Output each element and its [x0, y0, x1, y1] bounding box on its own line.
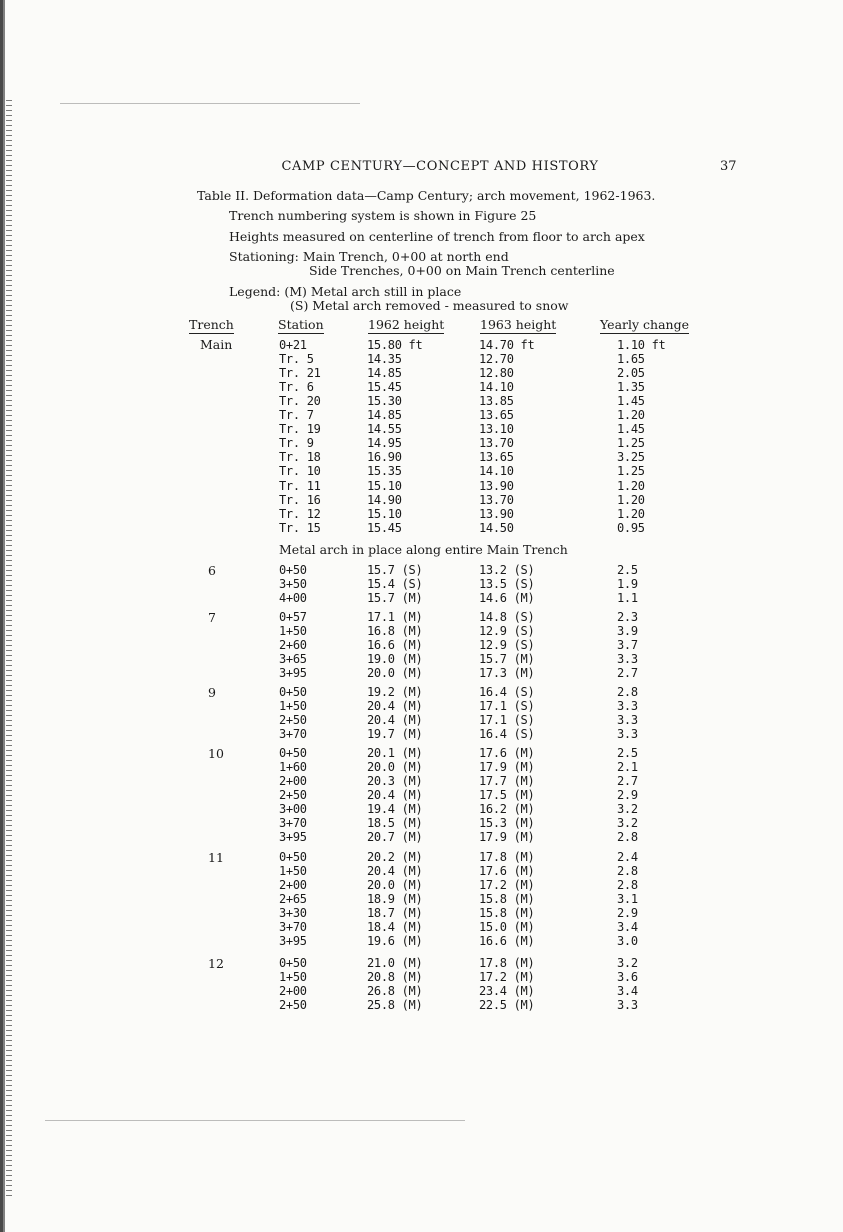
cell-1962-height: 21.0 (M) [367, 956, 423, 970]
caption-note-heights: Heights measured on centerline of trench from floor to arch apex [229, 229, 645, 244]
cell-1962-height: 17.1 (M) [367, 610, 423, 624]
cell-1962-height: 20.1 (M) [367, 746, 423, 760]
cell-yearly-change: 3.3 [617, 998, 638, 1013]
cell-station: 0+50 [279, 563, 307, 577]
cell-1963-height: 13.65 [479, 408, 514, 423]
page-number: 37 [720, 159, 737, 174]
cell-1962-height: 15.7 (M) [367, 591, 423, 606]
caption-stationing: Stationing: Main Trench, 0+00 at north end [229, 249, 509, 264]
cell-station: 2+50 [279, 713, 307, 728]
cell-yearly-change: 2.5 [617, 563, 638, 577]
cell-1963-height: 13.2 (S) [479, 563, 535, 577]
cell-1963-height: 23.4 (M) [479, 984, 535, 999]
cell-station: 0+50 [279, 685, 307, 699]
cell-yearly-change: 1.10 ft [617, 338, 666, 352]
cell-1963-height: 13.70 [479, 436, 514, 451]
cell-yearly-change: 2.8 [617, 878, 638, 893]
cell-1963-height: 12.70 [479, 352, 514, 367]
cell-yearly-change: 2.8 [617, 864, 638, 879]
cell-1963-height: 13.90 [479, 506, 514, 521]
trench-label: 7 [208, 610, 216, 625]
cell-1962-height: 20.7 (M) [367, 830, 423, 845]
cell-yearly-change: 1.1 [617, 591, 638, 606]
cell-station: 1+50 [279, 864, 307, 879]
trench-label: 12 [208, 956, 224, 971]
cell-station: 2+60 [279, 638, 307, 653]
cell-1963-height: 13.70 [479, 492, 514, 507]
cell-1962-height: 20.0 (M) [367, 666, 423, 681]
cell-1963-height: 17.6 (M) [479, 746, 535, 760]
cell-1963-height: 15.8 (M) [479, 906, 535, 921]
caption-stationing-side: Side Trenches, 0+00 on Main Trench centerline [309, 263, 615, 278]
cell-1962-height: 26.8 (M) [367, 984, 423, 999]
cell-yearly-change: 3.3 [617, 652, 638, 667]
cell-1962-height: 16.8 (M) [367, 624, 423, 639]
cell-1962-height: 20.2 (M) [367, 850, 423, 864]
cell-1962-height: 15.80 ft [367, 338, 423, 352]
trench-label: 6 [208, 563, 216, 578]
cell-station: 2+00 [279, 774, 307, 789]
cell-1963-height: 16.6 (M) [479, 934, 535, 949]
cell-1963-height: 17.3 (M) [479, 666, 535, 681]
cell-yearly-change: 3.2 [617, 956, 638, 970]
cell-station: 0+50 [279, 850, 307, 864]
trench-label: 11 [208, 850, 224, 865]
cell-yearly-change: 3.2 [617, 802, 638, 817]
cell-yearly-change: 1.20 [617, 506, 645, 521]
cell-yearly-change: 1.25 [617, 464, 645, 479]
cell-1962-height: 20.8 (M) [367, 970, 423, 985]
trench-label: 9 [208, 685, 216, 700]
cell-station: Tr. 19 [279, 422, 321, 437]
cell-1962-height: 19.4 (M) [367, 802, 423, 817]
main-trench-note: Metal arch in place along entire Main Trench [279, 542, 568, 557]
cell-yearly-change: 2.5 [617, 746, 638, 760]
cell-1962-height: 20.0 (M) [367, 878, 423, 893]
col-header-1962: 1962 height [368, 317, 445, 332]
cell-1962-height: 18.5 (M) [367, 816, 423, 831]
cell-station: 3+65 [279, 652, 307, 667]
cell-1963-height: 16.4 (S) [479, 685, 535, 699]
cell-1963-height: 17.2 (M) [479, 878, 535, 893]
cell-1962-height: 15.7 (S) [367, 563, 423, 577]
cell-1962-height: 14.55 [367, 422, 402, 437]
cell-1963-height: 14.50 [479, 520, 514, 535]
cell-yearly-change: 3.9 [617, 624, 638, 639]
cell-station: Tr. 12 [279, 506, 321, 521]
cell-1962-height: 20.0 (M) [367, 760, 423, 775]
cell-1963-height: 17.6 (M) [479, 864, 535, 879]
cell-yearly-change: 1.20 [617, 408, 645, 423]
cell-1962-height: 15.45 [367, 380, 402, 395]
cell-1962-height: 18.7 (M) [367, 906, 423, 921]
cell-yearly-change: 2.05 [617, 366, 645, 381]
cell-station: 3+50 [279, 577, 307, 592]
cell-station: 1+60 [279, 760, 307, 775]
cell-1962-height: 19.7 (M) [367, 727, 423, 742]
cell-1963-height: 12.9 (S) [479, 624, 535, 639]
cell-station: 3+70 [279, 920, 307, 935]
cell-1962-height: 15.10 [367, 478, 402, 493]
cell-station: 1+50 [279, 624, 307, 639]
cell-1962-height: 19.2 (M) [367, 685, 423, 699]
cell-station: 3+30 [279, 906, 307, 921]
cell-1963-height: 17.1 (S) [479, 713, 535, 728]
cell-1963-height: 17.9 (M) [479, 760, 535, 775]
cell-yearly-change: 1.9 [617, 577, 638, 592]
cell-yearly-change: 2.9 [617, 906, 638, 921]
cell-station: 4+00 [279, 591, 307, 606]
cell-1963-height: 15.8 (M) [479, 892, 535, 907]
col-header-1963: 1963 height [480, 317, 557, 332]
cell-yearly-change: 1.25 [617, 436, 645, 451]
cell-1963-height: 15.0 (M) [479, 920, 535, 935]
cell-station: Tr. 11 [279, 478, 321, 493]
cell-1962-height: 14.85 [367, 408, 402, 423]
cell-station: 3+70 [279, 816, 307, 831]
cell-yearly-change: 2.7 [617, 666, 638, 681]
binding-stitching [6, 100, 12, 1200]
cell-yearly-change: 3.0 [617, 934, 638, 949]
cell-1963-height: 13.10 [479, 422, 514, 437]
cell-station: Tr. 18 [279, 450, 321, 465]
cell-1963-height: 15.7 (M) [479, 652, 535, 667]
cell-1963-height: 22.5 (M) [479, 998, 535, 1013]
cell-1963-height: 14.10 [479, 464, 514, 479]
cell-station: Tr. 5 [279, 352, 314, 367]
cell-1963-height: 16.4 (S) [479, 727, 535, 742]
cell-1962-height: 15.30 [367, 394, 402, 409]
cell-1963-height: 16.2 (M) [479, 802, 535, 817]
cell-station: Tr. 20 [279, 394, 321, 409]
cell-1962-height: 14.35 [367, 352, 402, 367]
cell-yearly-change: 3.3 [617, 727, 638, 742]
cell-1962-height: 15.45 [367, 520, 402, 535]
cell-1963-height: 15.3 (M) [479, 816, 535, 831]
cell-station: Tr. 9 [279, 436, 314, 451]
cell-1963-height: 13.65 [479, 450, 514, 465]
cell-1963-height: 14.8 (S) [479, 610, 535, 624]
cell-station: Tr. 16 [279, 492, 321, 507]
cell-1962-height: 25.8 (M) [367, 998, 423, 1013]
cell-yearly-change: 3.4 [617, 920, 638, 935]
cell-yearly-change: 1.20 [617, 492, 645, 507]
cell-station: 2+50 [279, 998, 307, 1013]
cell-1962-height: 19.0 (M) [367, 652, 423, 667]
cell-station: 0+50 [279, 956, 307, 970]
cell-yearly-change: 1.20 [617, 478, 645, 493]
cell-station: 3+70 [279, 727, 307, 742]
trench-label: 10 [208, 746, 224, 761]
scan-artifact-top [60, 103, 360, 104]
cell-yearly-change: 3.7 [617, 638, 638, 653]
cell-station: 3+95 [279, 666, 307, 681]
cell-station: 0+21 [279, 338, 307, 352]
col-header-change: Yearly change [600, 317, 689, 332]
cell-station: 3+95 [279, 830, 307, 845]
cell-1963-height: 17.5 (M) [479, 788, 535, 803]
cell-1962-height: 18.4 (M) [367, 920, 423, 935]
cell-station: 2+50 [279, 788, 307, 803]
cell-station: 0+50 [279, 746, 307, 760]
cell-yearly-change: 2.3 [617, 610, 638, 624]
cell-1963-height: 17.7 (M) [479, 774, 535, 789]
cell-yearly-change: 3.3 [617, 699, 638, 714]
cell-1962-height: 20.4 (M) [367, 788, 423, 803]
cell-yearly-change: 2.7 [617, 774, 638, 789]
cell-yearly-change: 1.65 [617, 352, 645, 367]
cell-1962-height: 18.9 (M) [367, 892, 423, 907]
scan-artifact-bottom [45, 1120, 465, 1121]
cell-yearly-change: 3.6 [617, 970, 638, 985]
cell-1962-height: 15.4 (S) [367, 577, 423, 592]
cell-1962-height: 20.3 (M) [367, 774, 423, 789]
cell-1962-height: 15.35 [367, 464, 402, 479]
col-header-station: Station [278, 317, 324, 332]
cell-1962-height: 14.90 [367, 492, 402, 507]
cell-yearly-change: 2.8 [617, 830, 638, 845]
cell-station: 3+00 [279, 802, 307, 817]
caption-legend-removed: (S) Metal arch removed - measured to snow [290, 298, 569, 313]
cell-1963-height: 13.90 [479, 478, 514, 493]
cell-1963-height: 17.1 (S) [479, 699, 535, 714]
cell-station: 2+00 [279, 878, 307, 893]
cell-1962-height: 20.4 (M) [367, 713, 423, 728]
cell-station: 0+57 [279, 610, 307, 624]
cell-yearly-change: 0.95 [617, 520, 645, 535]
cell-yearly-change: 1.35 [617, 380, 645, 395]
cell-yearly-change: 3.4 [617, 984, 638, 999]
cell-yearly-change: 2.1 [617, 760, 638, 775]
cell-1962-height: 16.90 [367, 450, 402, 465]
table-caption: Table II. Deformation data—Camp Century; arch movement, 1962-1963. [197, 188, 656, 203]
cell-station: Tr. 15 [279, 520, 321, 535]
cell-yearly-change: 1.45 [617, 422, 645, 437]
cell-1962-height: 19.6 (M) [367, 934, 423, 949]
cell-1963-height: 12.9 (S) [479, 638, 535, 653]
cell-yearly-change: 2.4 [617, 850, 638, 864]
cell-station: Tr. 10 [279, 464, 321, 479]
cell-1962-height: 14.85 [367, 366, 402, 381]
cell-1962-height: 20.4 (M) [367, 699, 423, 714]
cell-yearly-change: 3.1 [617, 892, 638, 907]
cell-1963-height: 14.70 ft [479, 338, 535, 352]
cell-1963-height: 17.8 (M) [479, 850, 535, 864]
trench-label-main: Main [200, 337, 233, 352]
cell-1962-height: 20.4 (M) [367, 864, 423, 879]
cell-station: 1+50 [279, 699, 307, 714]
cell-1963-height: 17.2 (M) [479, 970, 535, 985]
cell-station: 2+65 [279, 892, 307, 907]
cell-1962-height: 14.95 [367, 436, 402, 451]
cell-yearly-change: 2.9 [617, 788, 638, 803]
cell-station: 3+95 [279, 934, 307, 949]
cell-1963-height: 17.9 (M) [479, 830, 535, 845]
cell-1963-height: 14.6 (M) [479, 591, 535, 606]
cell-yearly-change: 1.45 [617, 394, 645, 409]
cell-1963-height: 17.8 (M) [479, 956, 535, 970]
cell-1963-height: 14.10 [479, 380, 514, 395]
cell-station: Tr. 6 [279, 380, 314, 395]
caption-legend-metal: Legend: (M) Metal arch still in place [229, 284, 462, 299]
running-header: CAMP CENTURY—CONCEPT AND HISTORY [281, 159, 599, 174]
cell-1963-height: 13.5 (S) [479, 577, 535, 592]
col-header-trench: Trench [189, 317, 234, 332]
caption-note-numbering: Trench numbering system is shown in Figure 25 [229, 208, 537, 223]
cell-yearly-change: 3.2 [617, 816, 638, 831]
cell-station: Tr. 21 [279, 366, 321, 381]
cell-station: 1+50 [279, 970, 307, 985]
cell-station: 2+00 [279, 984, 307, 999]
cell-station: Tr. 7 [279, 408, 314, 423]
cell-1963-height: 12.80 [479, 366, 514, 381]
cell-yearly-change: 3.3 [617, 713, 638, 728]
cell-1962-height: 15.10 [367, 506, 402, 521]
cell-1963-height: 13.85 [479, 394, 514, 409]
cell-yearly-change: 3.25 [617, 450, 645, 465]
cell-1962-height: 16.6 (M) [367, 638, 423, 653]
cell-yearly-change: 2.8 [617, 685, 638, 699]
